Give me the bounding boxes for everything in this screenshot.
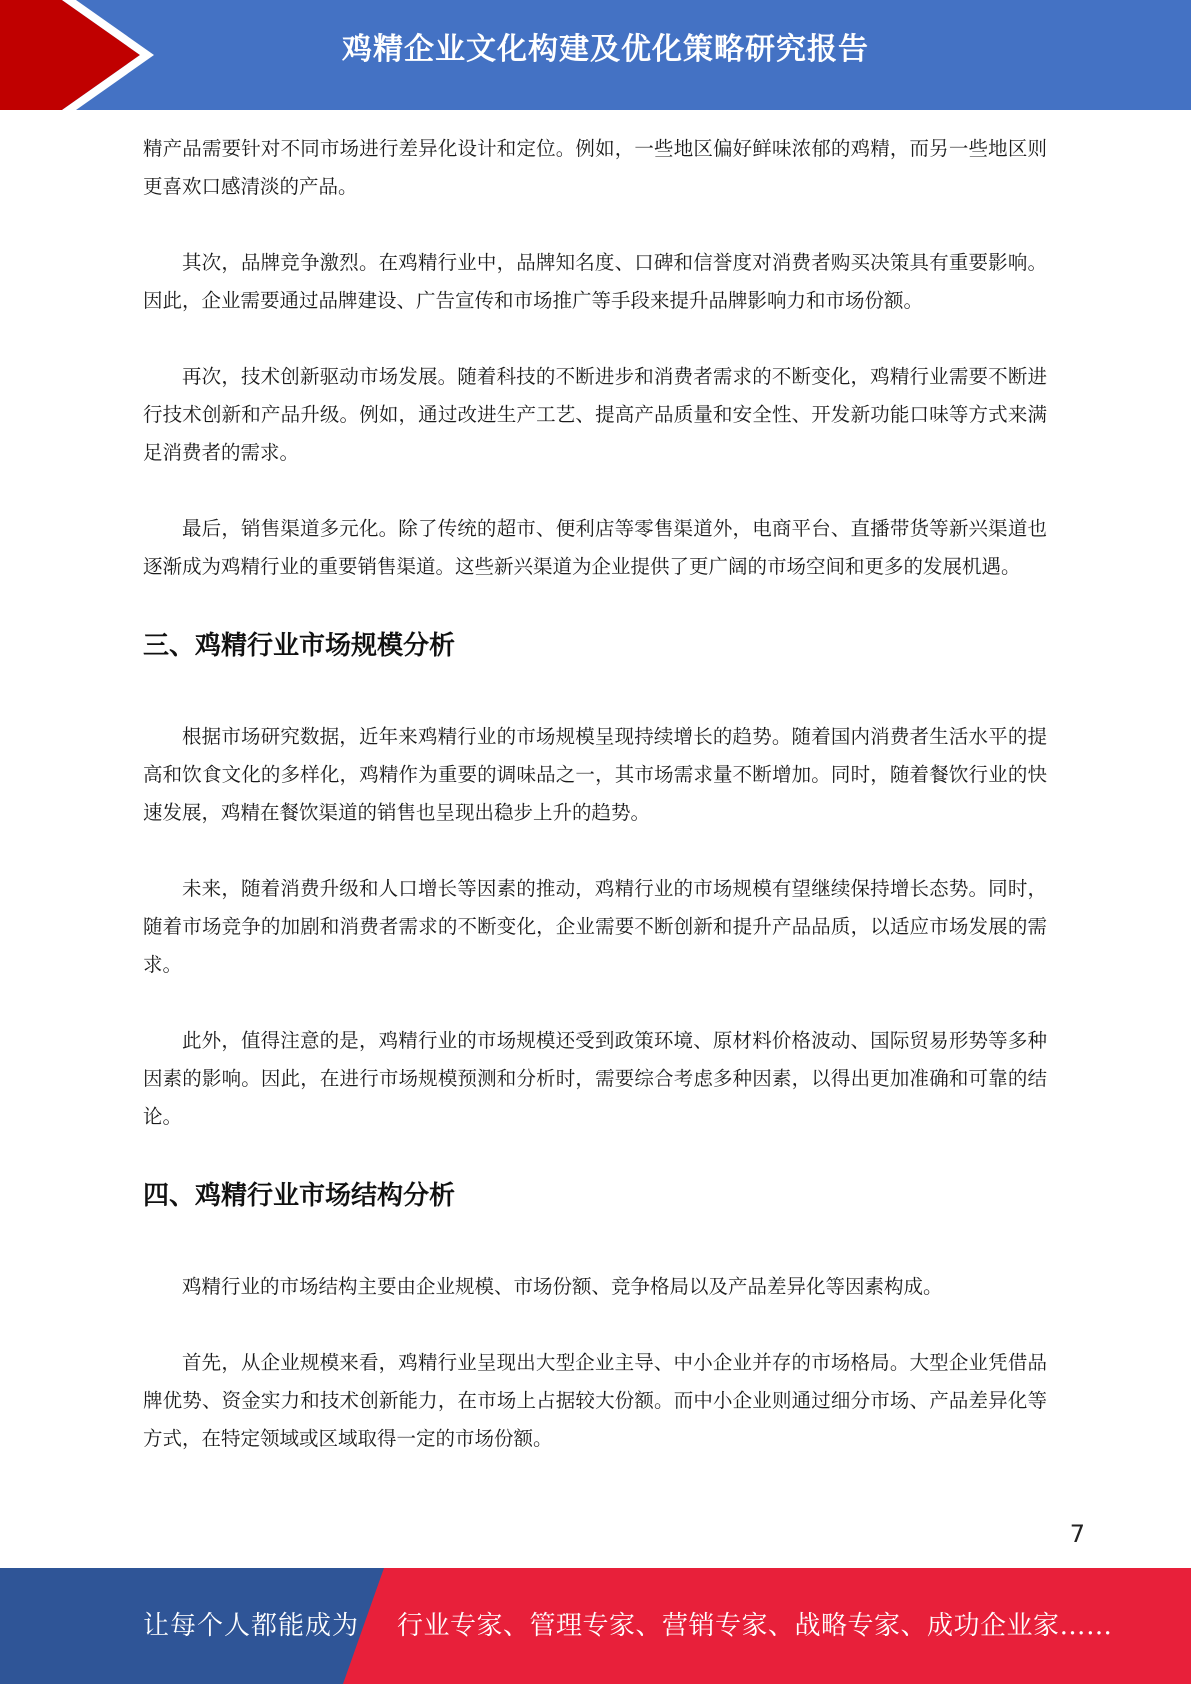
- paragraph-6: 未来，随着消费升级和人口增长等因素的推动，鸡精行业的市场规模有望继续保持增长态势。同时，随着市场竞争的加剧和消费者需求的不断变化，企业需要不断创新和提升产品品质，以适应市场发展的需求。: [143, 877, 1047, 976]
- section-heading-4: 四、鸡精行业市场结构分析: [143, 1181, 456, 1211]
- document-body: [143, 130, 1047, 1458]
- footer-slogan-right: 行业专家、管理专家、营销专家、战略专家、成功企业家……: [397, 1611, 1113, 1641]
- page-footer: [0, 1568, 1191, 1684]
- paragraph-7: 此外，值得注意的是，鸡精行业的市场规模还受到政策环境、原材料价格波动、国际贸易形势等多种因素的影响。因此，在进行市场规模预测和分析时，需要综合考虑多种因素，以得出更加准确和可靠的结论。: [143, 1029, 1047, 1128]
- paragraph-5: 根据市场研究数据，近年来鸡精行业的市场规模呈现持续增长的趋势。随着国内消费者生活水平的提高和饮食文化的多样化，鸡精作为重要的调味品之一，其市场需求量不断增加。同时，随着餐饮行业的快速发展，鸡精在餐饮渠道的销售也呈现出稳步上升的趋势。: [143, 725, 1047, 824]
- paragraph-1: 精产品需要针对不同市场进行差异化设计和定位。例如，一些地区偏好鲜味浓郁的鸡精，而另一些地区则更喜欢口感清淡的产品。: [143, 137, 1047, 198]
- header-title: 鸡精企业文化构建及优化策略研究报告: [342, 32, 869, 67]
- paragraph-2: 其次，品牌竞争激烈。在鸡精行业中，品牌知名度、口碑和信誉度对消费者购买决策具有重要影响。因此，企业需要通过品牌建设、广告宣传和市场推广等手段来提升品牌影响力和市场份额。: [143, 251, 1047, 312]
- page-number: 7: [1069, 1520, 1085, 1548]
- paragraph-4: 最后，销售渠道多元化。除了传统的超市、便利店等零售渠道外，电商平台、直播带货等新兴渠道也逐渐成为鸡精行业的重要销售渠道。这些新兴渠道为企业提供了更广阔的市场空间和更多的发展机遇。: [143, 517, 1047, 578]
- footer-slogan-left: 让每个人都能成为: [143, 1611, 360, 1641]
- paragraph-3: 再次，技术创新驱动市场发展。随着科技的不断进步和消费者需求的不断变化，鸡精行业需要不断进行技术创新和产品升级。例如，通过改进生产工艺、提高产品质量和安全性、开发新功能口味等方式来满足消费者的需求。: [143, 365, 1047, 464]
- paragraph-9: 首先，从企业规模来看，鸡精行业呈现出大型企业主导、中小企业并存的市场格局。大型企业凭借品牌优势、资金实力和技术创新能力，在市场上占据较大份额。而中小企业则通过细分市场、产品差异化等方式，在特定领域或区域取得一定的市场份额。: [143, 1351, 1047, 1450]
- section-heading-3: 三、鸡精行业市场规模分析: [143, 631, 456, 661]
- paragraph-8: 鸡精行业的市场结构主要由企业规模、市场份额、竞争格局以及产品差异化等因素构成。: [182, 1275, 943, 1298]
- page-header: [0, 0, 1191, 110]
